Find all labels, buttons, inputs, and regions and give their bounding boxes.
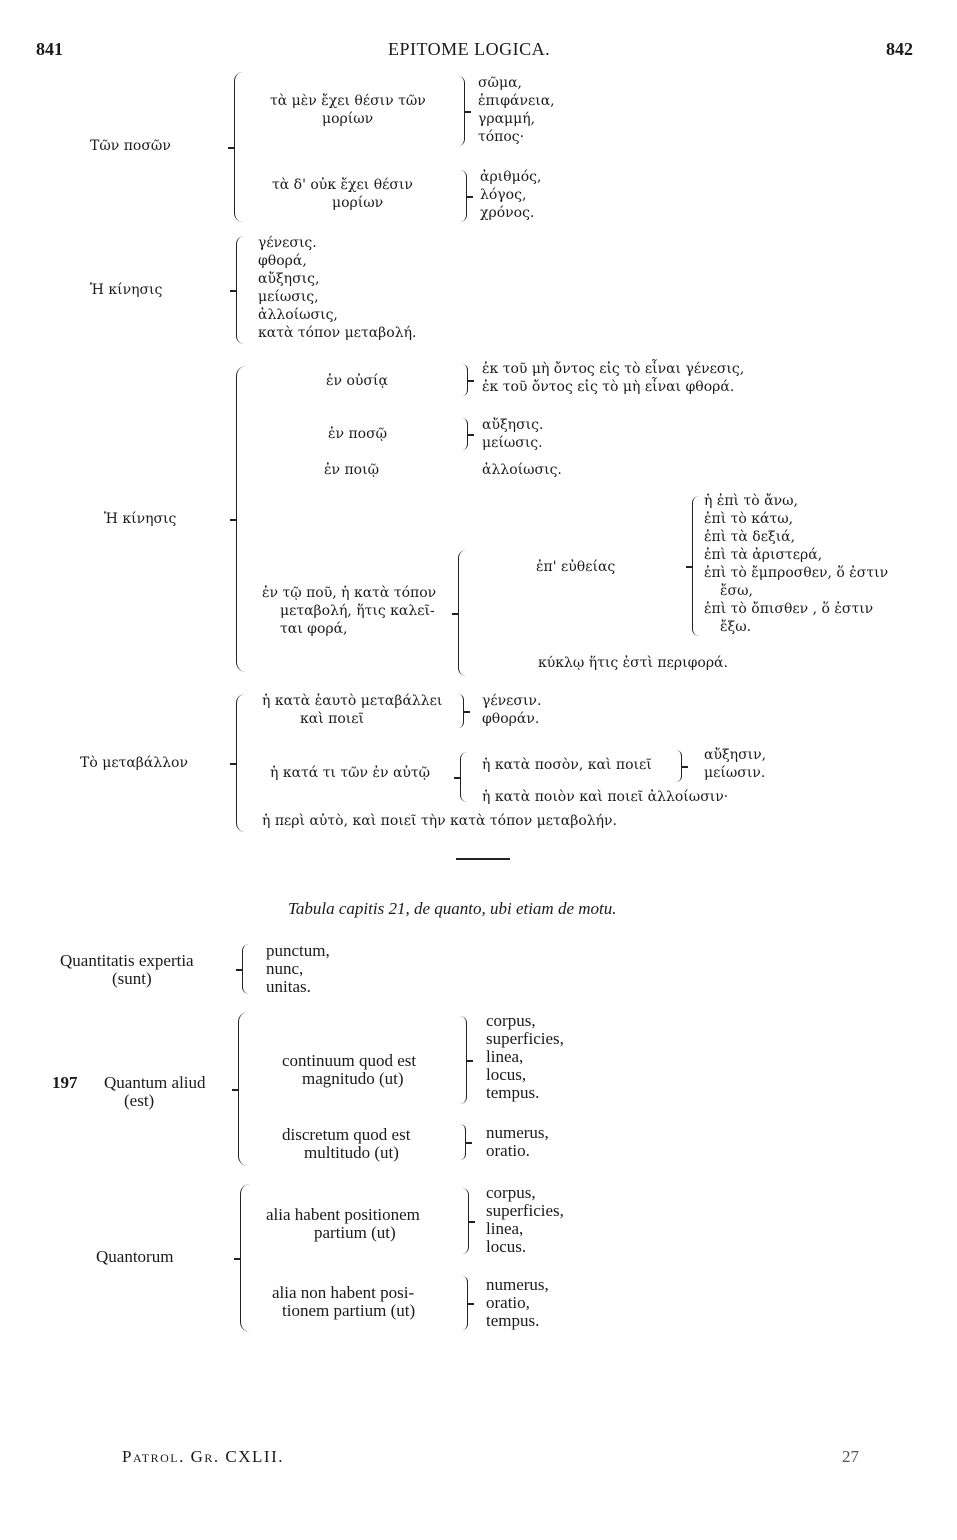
quantum-a-head-1: continuum quod est bbox=[282, 1051, 417, 1070]
metaballon-a-head-1: ἡ κατὰ ἑαυτὸ μεταβάλλει bbox=[262, 693, 443, 709]
brace bbox=[242, 944, 249, 994]
experti-item: nunc, bbox=[266, 959, 304, 978]
label-kinesis-1: Ἡ κίνησις bbox=[90, 282, 163, 298]
brace bbox=[458, 550, 466, 676]
metaballon-b-sub2: ἡ κατὰ ποιὸν καὶ ποιεῖ ἀλλοίωσιν· bbox=[482, 789, 729, 805]
brace bbox=[692, 496, 699, 636]
label-ton-poson: Τῶν ποσῶν bbox=[90, 138, 171, 154]
posa-b-item: χρόνος. bbox=[480, 205, 535, 221]
quantorum-b-head-2: tionem partium (ut) bbox=[282, 1301, 416, 1320]
quantorum-label: Quantorum bbox=[96, 1247, 174, 1266]
quantum-a-item: tempus. bbox=[486, 1083, 540, 1102]
posa-a-item: σῶμα, bbox=[478, 75, 522, 91]
posa-a-item: τόπος· bbox=[478, 129, 525, 145]
brace bbox=[236, 366, 246, 672]
page-title: EPITOME LOGICA. bbox=[388, 39, 551, 59]
kinesis1-item: φθορά, bbox=[258, 253, 307, 269]
posa-b-head-1: τὰ δ' οὐκ ἔχει θέσιν bbox=[272, 177, 413, 193]
footer-sheet-number: 27 bbox=[842, 1447, 859, 1466]
quantorum-a-head-2: partium (ut) bbox=[314, 1223, 396, 1242]
brace bbox=[236, 694, 245, 832]
footer-signature: Patrol. Gr. CXLII. bbox=[122, 1447, 284, 1466]
brace bbox=[458, 694, 464, 728]
eutheia-item: ἔξω. bbox=[720, 619, 752, 635]
poio-label: ἐν ποιῷ bbox=[324, 462, 380, 478]
posa-b-item: λόγος, bbox=[480, 187, 527, 203]
ousia-item: ἐκ τοῦ μὴ ὄντος εἰς τὸ εἶναι γένεσις, bbox=[482, 361, 745, 377]
brace bbox=[460, 1124, 466, 1160]
metaballon-b-sub1-item: μείωσιν. bbox=[704, 765, 766, 781]
brace bbox=[458, 76, 465, 146]
kinesis1-item: αὔξησις, bbox=[258, 271, 320, 287]
kinesis1-item: κατὰ τόπον μεταβολή. bbox=[258, 325, 417, 341]
posa-a-item: γραμμή, bbox=[478, 111, 536, 127]
quantum-a-item: corpus, bbox=[486, 1011, 536, 1030]
pou-line-1: ἐν τῷ ποῦ, ἡ κατὰ τόπον bbox=[262, 585, 437, 601]
metaballon-b-head: ἡ κατά τι τῶν ἐν αὐτῷ bbox=[270, 765, 431, 781]
ousia-item: ἐκ τοῦ ὄντος εἰς τὸ μὴ εἶναι φθορά. bbox=[482, 379, 735, 395]
brace bbox=[676, 750, 682, 782]
quantorum-a-item: corpus, bbox=[486, 1183, 536, 1202]
quantorum-a-head-1: alia habent positionem bbox=[266, 1205, 420, 1224]
experti-label-1: Quantitatis expertia bbox=[60, 951, 194, 970]
eutheia-label: ἐπ' εὐθείας bbox=[536, 559, 616, 575]
kyklo-item: κύκλῳ ἥτις ἐστὶ περιφορά. bbox=[538, 655, 728, 671]
eutheia-item: ἡ ἐπὶ τὸ ἄνω, bbox=[704, 493, 798, 509]
pou-line-3: ται φορά, bbox=[280, 621, 348, 637]
poio-item: ἀλλοίωσις. bbox=[482, 462, 562, 478]
eutheia-item: ἐπὶ τὰ δεξιά, bbox=[704, 529, 796, 545]
quantum-b-item: oratio. bbox=[486, 1141, 530, 1160]
posa-a-head-2: μορίων bbox=[322, 111, 374, 127]
separator-rule bbox=[456, 858, 510, 860]
label-kinesis-2: Ἡ κίνησις bbox=[104, 511, 177, 527]
quantum-label-2: (est) bbox=[124, 1091, 155, 1110]
brace bbox=[238, 1012, 248, 1166]
brace bbox=[236, 236, 244, 344]
brace bbox=[462, 418, 468, 450]
quantorum-a-item: locus. bbox=[486, 1237, 527, 1256]
kinesis1-item: μείωσις, bbox=[258, 289, 319, 305]
brace bbox=[460, 1016, 467, 1104]
quantorum-a-item: linea, bbox=[486, 1219, 524, 1238]
quantorum-a-item: superficies, bbox=[486, 1201, 564, 1220]
poso-item: μείωσις. bbox=[482, 435, 543, 451]
posa-b-head-2: μορίων bbox=[332, 195, 384, 211]
experti-label-2: (sunt) bbox=[112, 969, 152, 988]
quantorum-b-item: tempus. bbox=[486, 1311, 540, 1330]
experti-item: unitas. bbox=[266, 977, 311, 996]
kinesis1-item: γένεσις. bbox=[258, 235, 317, 251]
experti-item: punctum, bbox=[266, 941, 330, 960]
metaballon-b-sub1: ἡ κατὰ ποσὸν, καὶ ποιεῖ bbox=[482, 757, 652, 773]
brace bbox=[460, 170, 467, 222]
quantum-b-head-1: discretum quod est bbox=[282, 1125, 411, 1144]
metaballon-c: ἡ περὶ αὐτὸ, καὶ ποιεῖ τὴν κατὰ τόπον μεταβολήν. bbox=[262, 813, 617, 829]
brace bbox=[462, 1276, 468, 1330]
table-title: Tabula capitis 21, de quanto, ubi etiam de motu. bbox=[288, 899, 617, 918]
quantum-b-item: numerus, bbox=[486, 1123, 549, 1142]
brace bbox=[240, 1184, 250, 1332]
quantorum-b-item: numerus, bbox=[486, 1275, 549, 1294]
eutheia-item: ἐπὶ τὸ κάτω, bbox=[704, 511, 794, 527]
eutheia-item: ἐπὶ τὰ ἀριστερά, bbox=[704, 547, 823, 563]
brace bbox=[234, 72, 243, 222]
right-column-number: 842 bbox=[886, 39, 913, 59]
quantum-a-item: locus, bbox=[486, 1065, 527, 1084]
metaballon-a-head-2: καὶ ποιεῖ bbox=[300, 711, 365, 727]
poso-item: αὔξησις. bbox=[482, 417, 544, 433]
eutheia-item: ἐπὶ τὸ ἔμπροσθεν, ὅ ἐστιν bbox=[704, 565, 889, 581]
metaballon-b-sub1-item: αὔξησιν, bbox=[704, 747, 767, 763]
kinesis1-item: ἀλλοίωσις, bbox=[258, 307, 338, 323]
metaballon-a-item: γένεσιν. bbox=[482, 693, 542, 709]
pou-line-2: μεταβολή, ἥτις καλεῖ- bbox=[280, 603, 435, 619]
quantorum-b-item: oratio, bbox=[486, 1293, 530, 1312]
eutheia-item: ἐπὶ τὸ ὄπισθεν , ὅ ἐστιν bbox=[704, 601, 874, 617]
quantum-b-head-2: multitudo (ut) bbox=[304, 1143, 399, 1162]
quantorum-b-head-1: alia non habent posi- bbox=[272, 1283, 415, 1302]
quantum-label-1: Quantum aliud bbox=[104, 1073, 206, 1092]
margin-number: 197 bbox=[52, 1073, 78, 1092]
left-column-number: 841 bbox=[36, 39, 63, 59]
quantum-a-item: superficies, bbox=[486, 1029, 564, 1048]
quantum-a-item: linea, bbox=[486, 1047, 524, 1066]
brace bbox=[462, 1188, 469, 1254]
posa-b-item: ἀριθμός, bbox=[480, 169, 542, 185]
brace bbox=[462, 364, 468, 396]
brace bbox=[460, 752, 467, 802]
metaballon-a-item: φθοράν. bbox=[482, 711, 540, 727]
posa-a-item: ἐπιφάνεια, bbox=[478, 93, 555, 109]
eutheia-item: ἔσω, bbox=[720, 583, 753, 599]
posa-a-head-1: τὰ μὲν ἔχει θέσιν τῶν bbox=[270, 93, 426, 109]
label-metaballon: Τὸ μεταβάλλον bbox=[80, 755, 189, 771]
ousia-label: ἐν οὐσίᾳ bbox=[326, 373, 388, 389]
quantum-a-head-2: magnitudo (ut) bbox=[302, 1069, 404, 1088]
poso-label: ἐν ποσῷ bbox=[328, 426, 388, 442]
